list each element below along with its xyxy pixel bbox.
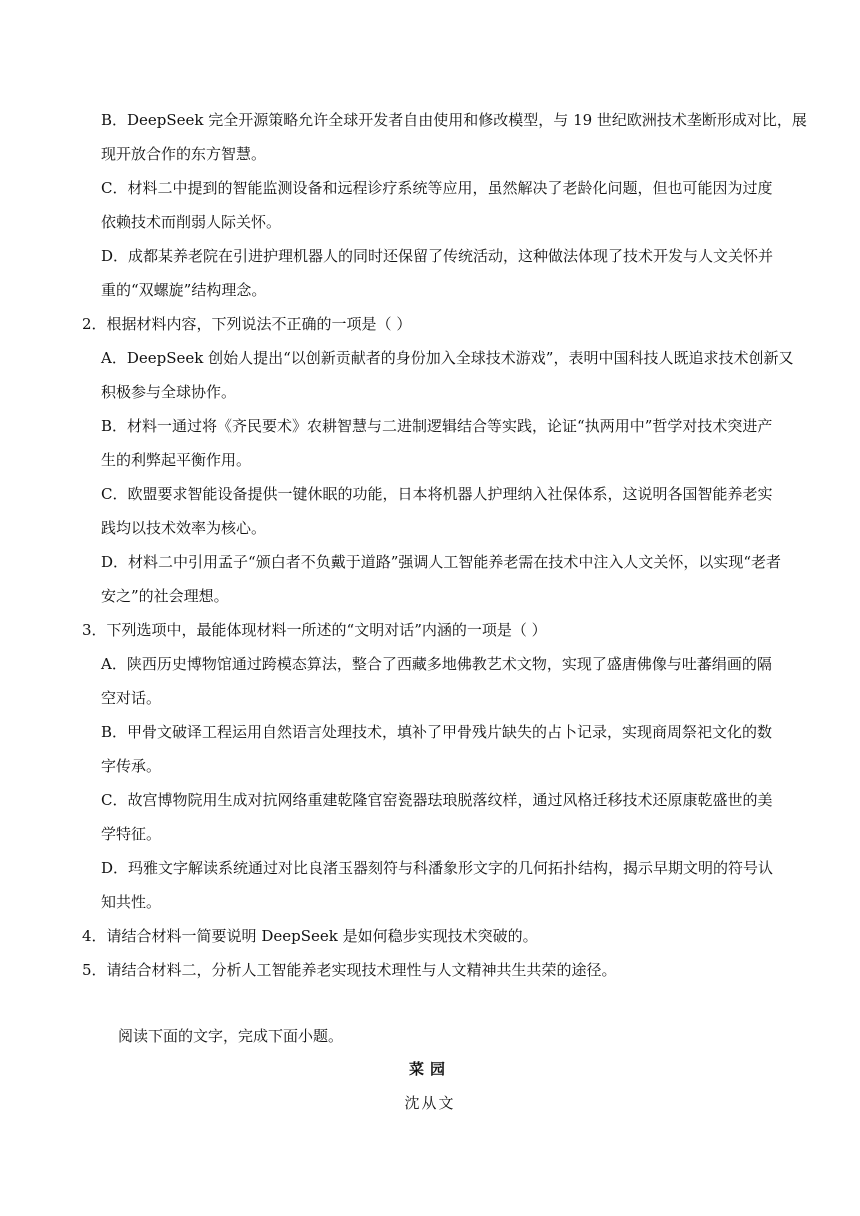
article-title: 菜园 [408, 1060, 451, 1078]
q3-option-a-line2: 空对话。 [101, 689, 162, 707]
q1-option-c-line2: 依赖技术而削弱人际关怀。 [101, 213, 282, 231]
q2-stem: 2．根据材料内容，下列说法不正确的一项是（ ） [82, 315, 412, 333]
q5-stem: 5．请结合材料二，分析人工智能养老实现技术理性与人文精神共生共荣的途径。 [82, 961, 617, 979]
q3-option-b-line2: 字传承。 [101, 757, 162, 775]
q1-option-c-line1: C．材料二中提到的智能监测设备和远程诊疗系统等应用，虽然解决了老龄化问题，但也可能因为过度 [101, 179, 773, 197]
q1-option-b-line1: B．DeepSeek 完全开源策略允许全球开发者自由使用和修改模型，与 19 世纪欧洲技术垄断形成对比，展 [101, 111, 807, 129]
q2-option-d-line1: D．材料二中引用孟子“颁白者不负戴于道路”强调人工智能养老需在技术中注入人文关怀，以实现“老者 [101, 553, 782, 571]
q3-option-d-line2: 知共性。 [101, 893, 162, 911]
q3-option-a-line1: A．陕西历史博物馆通过跨模态算法，整合了西藏多地佛教艺术文物，实现了盛唐佛像与吐蕃绢画的隔 [101, 655, 772, 673]
q4-stem: 4．请结合材料一简要说明 DeepSeek 是如何稳步实现技术突破的。 [82, 927, 538, 945]
q1-option-b-line2: 现开放合作的东方智慧。 [101, 145, 267, 163]
q2-option-a-line2: 积极参与全球协作。 [101, 383, 237, 401]
q2-option-c-line2: 践均以技术效率为核心。 [101, 519, 267, 537]
q2-option-c-line1: C．欧盟要求智能设备提供一键休眠的功能，日本将机器人护理纳入社保体系，这说明各国智能养老实 [101, 485, 773, 503]
q3-option-d-line1: D．玛雅文字解读系统通过对比良渚玉器刻符与科潘象形文字的几何拓扑结构，揭示早期文明的符号认 [101, 859, 774, 877]
q3-option-c-line1: C．故宫博物院用生成对抗网络重建乾隆官窑瓷器珐琅脱落纹样，通过风格迁移技术还原康乾盛世的美 [101, 791, 773, 809]
q2-option-b-line2: 生的利弊起平衡作用。 [101, 451, 252, 469]
q2-option-d-line2: 安之”的社会理想。 [101, 587, 229, 605]
q1-option-d-line1: D．成都某养老院在引进护理机器人的同时还保留了传统活动，这种做法体现了技术开发与人文关怀并 [101, 247, 774, 265]
q3-stem: 3．下列选项中，最能体现材料一所述的“文明对话”内涵的一项是（ ） [82, 621, 547, 639]
q3-option-c-line2: 学特征。 [101, 825, 162, 843]
q2-option-a-line1: A．DeepSeek 创始人提出“以创新贡献者的身份加入全球技术游戏”，表明中国科技人既追求技术创新又 [101, 349, 794, 367]
article-author: 沈从文 [404, 1094, 456, 1112]
reading-instruction: 阅读下面的文字，完成下面小题。 [118, 1027, 344, 1045]
q3-option-b-line1: B．甲骨文破译工程运用自然语言处理技术，填补了甲骨残片缺失的占卜记录，实现商周祭祀文化的数 [101, 723, 773, 741]
q1-option-d-line2: 重的“双螺旋”结构理念。 [101, 281, 267, 299]
q2-option-b-line1: B．材料一通过将《齐民要术》农耕智慧与二进制逻辑结合等实践，论证“执两用中”哲学对技术突进产 [101, 417, 773, 435]
